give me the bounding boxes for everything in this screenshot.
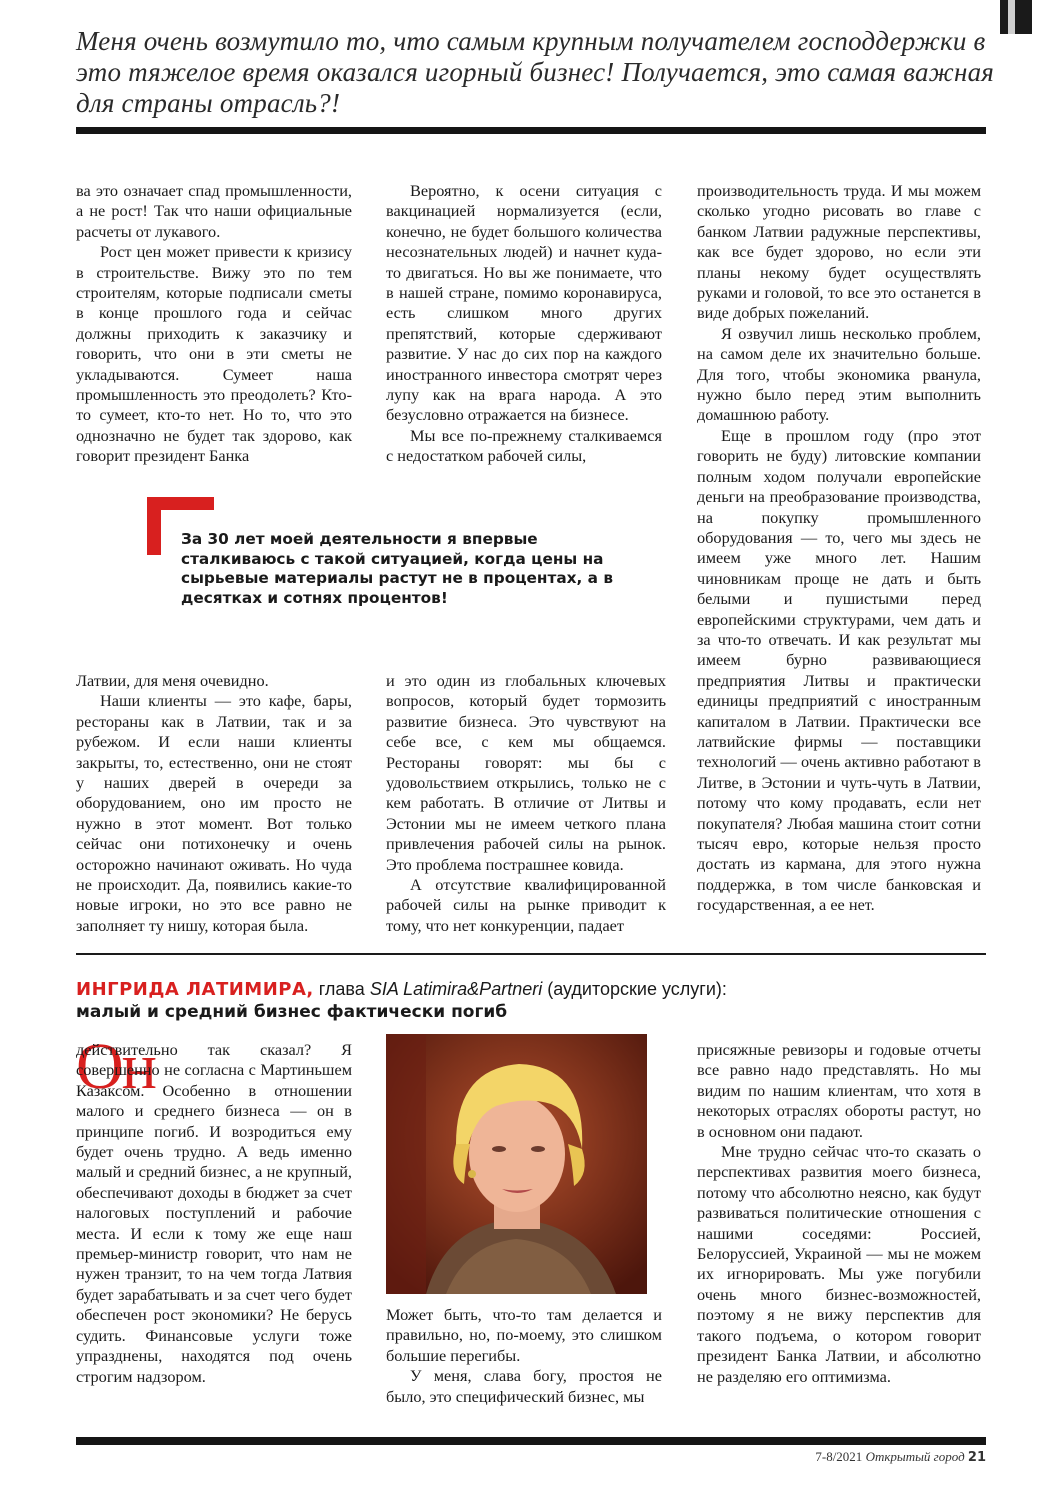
paragraph: Рост цен может привести к кризису в строительстве. Вижу это по тем строителям, которые подписали сметы в конце прошлого года и сейчас должны приходить к заказчику и говорить, что они в эти сметы не укладываются. Сумеет наша промышленность это преодолеть? Кто-то сумеет, кто-то нет. Но то, что это однозначно не будет так здорово, как говорит президент Банка <box>76 242 352 466</box>
interviewee-role: глава <box>313 979 370 999</box>
company-description: (аудиторские услуги): <box>542 979 727 999</box>
bottom-column-3 <box>697 1040 981 1387</box>
drop-cap: Он <box>76 1030 155 1103</box>
magazine-name: Открытый город <box>865 1449 965 1464</box>
paragraph: ва это означает спад промышленности, а не рост! Так что наши официальные расчеты от лукавого. <box>76 181 352 241</box>
paragraph: Мы все по-прежнему сталкиваемся с недостатком рабочей силы, <box>386 425 662 466</box>
paragraph: Вероятно, к осени ситуация с вакцинацией нормализуется (если, конечно, не будет большого количества несознательных людей) и начнет куда-то двигаться. Но вы же понимаете, что в нашей стране, помимо коронавируса, есть слишком много других препятствий, которые сдерживают развитие. У нас до сих пор на каждого иностранного инвестора смотрят через лупу как на врага народа. А это безусловно отражается на бизнесе. <box>386 181 662 425</box>
paragraph: Наши клиенты — это кафе, бары, рестораны как в Латвии, так и за рубежом. И если наши клиенты закрыты, то, естественно, они не стоят у наших дверей в очереди за оборудованием, оно им просто не нужно в этот момент. Вот только сейчас они потихонечку и очень осторожно начинают оживать. Но чуда не происходит. Да, появились какие-то новые игроки, но это все равно не заполняет ту нишу, которая была. <box>76 691 352 935</box>
paragraph: и это один из глобальных ключевых вопросов, который будет тормозить развитие бизнеса. Это чувствуют на себе все, с кем мы общаемся. Рестораны говорят: мы бы с удовольствием открылись, только не с кем работать. В отличие от Литвы и Эстонии мы не имеем четкого плана привлечения рабочей силы на рынок. Это проблема пострашнее ковида. <box>386 671 666 874</box>
lead-quote: Меня очень возмутило то, что самым крупным получателем господдержки в это тяжелое время оказался игорный бизнес! Получается, это самая важная для страны отрасль?! <box>76 26 995 118</box>
section-rule <box>76 953 986 955</box>
paragraph: Я озвучил лишь несколько проблем, на самом деле их значительно больше. Для того, чтобы экономика рванула, нужно было перед этим выполнить домашнюю работу. <box>697 323 981 425</box>
paragraph: У меня, слава богу, простоя не было, это специфический бизнес, мы <box>386 1366 662 1406</box>
paragraph: действительно так сказал? Я совершенно не согласна с Мартиньшем Казаксом. Особенно в отношении малого и среднего бизнеса — он в принципе погиб. И возродиться ему будет очень трудно. А ведь именно малый и средний бизнес, а не крупный, обеспечивают доходы в бюджет за счет налоговых поступлений и рабочие места. И если к тому же еще наш премьер-министр говорит, что нам не нужен транзит, то на чем тогда Латвия будет зарабатывать и за счет чего будет обеспечен рост экономики? Не берусь судить. Финансовые услуги тоже упразднены, находятся под очень строгим надзором. <box>76 1040 352 1386</box>
portrait-icon <box>386 1034 647 1294</box>
paragraph: Мне трудно сейчас что-то сказать о перспективах развития моего бизнеса, потому что абсолютно неясно, как будут развиваться политические отношения с нашими соседями: Россией, Белоруссией, Украиной — мы не можем их игнорировать. Мы уже погубили очень много бизнес-возможностей, поэтому я не вижу перспектив для такого подъема, о котором говорит президент Банка Латвии, и абсолютно не разделяю его оптимизма. <box>697 1142 981 1386</box>
portrait-photo <box>386 1034 647 1294</box>
bottom-rule <box>76 1437 986 1445</box>
bottom-column-2 <box>386 1305 662 1407</box>
pull-quote: За 30 лет моей деятельности я впервые сталкиваюсь с такой ситуацией, когда цены на сырьевые материалы растут не в процентах, а в десятках и сотнях процентов! <box>181 530 614 607</box>
paragraph: Латвии, для меня очевидно. <box>76 671 269 690</box>
company-name: SIA Latimira&Partneri <box>369 979 543 999</box>
right-column <box>697 181 981 916</box>
bottom-column-1 <box>76 1040 352 1387</box>
quote-mark-icon-bar <box>147 497 214 510</box>
paragraph: Еще в прошлом году (про этот говорить не буду) литовские компании полным ходом получали европейские деньги на преобразование производства, на покупку промышленного оборудования — то, чего мы здесь не имеем уже много лет. Нашим чиновникам проще не дать и быть белыми и пушистыми перед европейскими структурами, чем дать и за что-то отвечать. И как результат мы имеем бурно развивающиеся предприятия Литвы и практически единицы предприятий с иностранным капиталом в Латвии. Практически все латвийские фирмы — поставщики технологий — очень активно работают в Литве, в Эстонии и чуть-чуть в Латвии, потому что кому продавать, если нет покупателя? Любая машина стоит сотни тысяч евро, которые нельзя просто достать из кармана, для этого нужна поддержка, в том числе банковская и государственная, а ее нет. <box>697 425 981 915</box>
paragraph: производительность труда. И мы можем сколько угодно рисовать во главе с банком Латвии радужные перспективы, как все будет здорово, но если эти планы некому будет осуществлять руками и головой, то все это останется в виде добрых пожеланий. <box>697 181 981 323</box>
mid-column-2 <box>386 671 666 936</box>
paragraph: А отсутствие квалифицированной рабочей силы на рынке приводит к тому, что нет конкуренции, падает <box>386 875 666 935</box>
subheadline: малый и средний бизнес фактически погиб <box>76 1002 508 1022</box>
page-number: 21 <box>967 1450 986 1465</box>
mid-column-1 <box>76 671 352 936</box>
paragraph: присяжные ревизоры и годовые отчеты все равно надо представлять. Но мы видим по нашим клиентам, что хотя в некоторых отраслях обороты растут, но в основном они падают. <box>697 1040 981 1141</box>
top-column-2 <box>386 181 662 467</box>
paragraph: Может быть, что-то там делается и правильно, но, по-моему, это слишком большие перегибы. <box>386 1305 662 1365</box>
page-corner-bar <box>1000 0 1032 34</box>
issue-number: 7-8/2021 <box>815 1449 863 1464</box>
interviewee-name: ИНГРИДА ЛАТИМИРА, <box>76 979 314 1000</box>
page-footer <box>790 1449 986 1465</box>
top-column-1 <box>76 181 352 467</box>
top-rule <box>76 127 986 134</box>
byline <box>76 978 996 1001</box>
